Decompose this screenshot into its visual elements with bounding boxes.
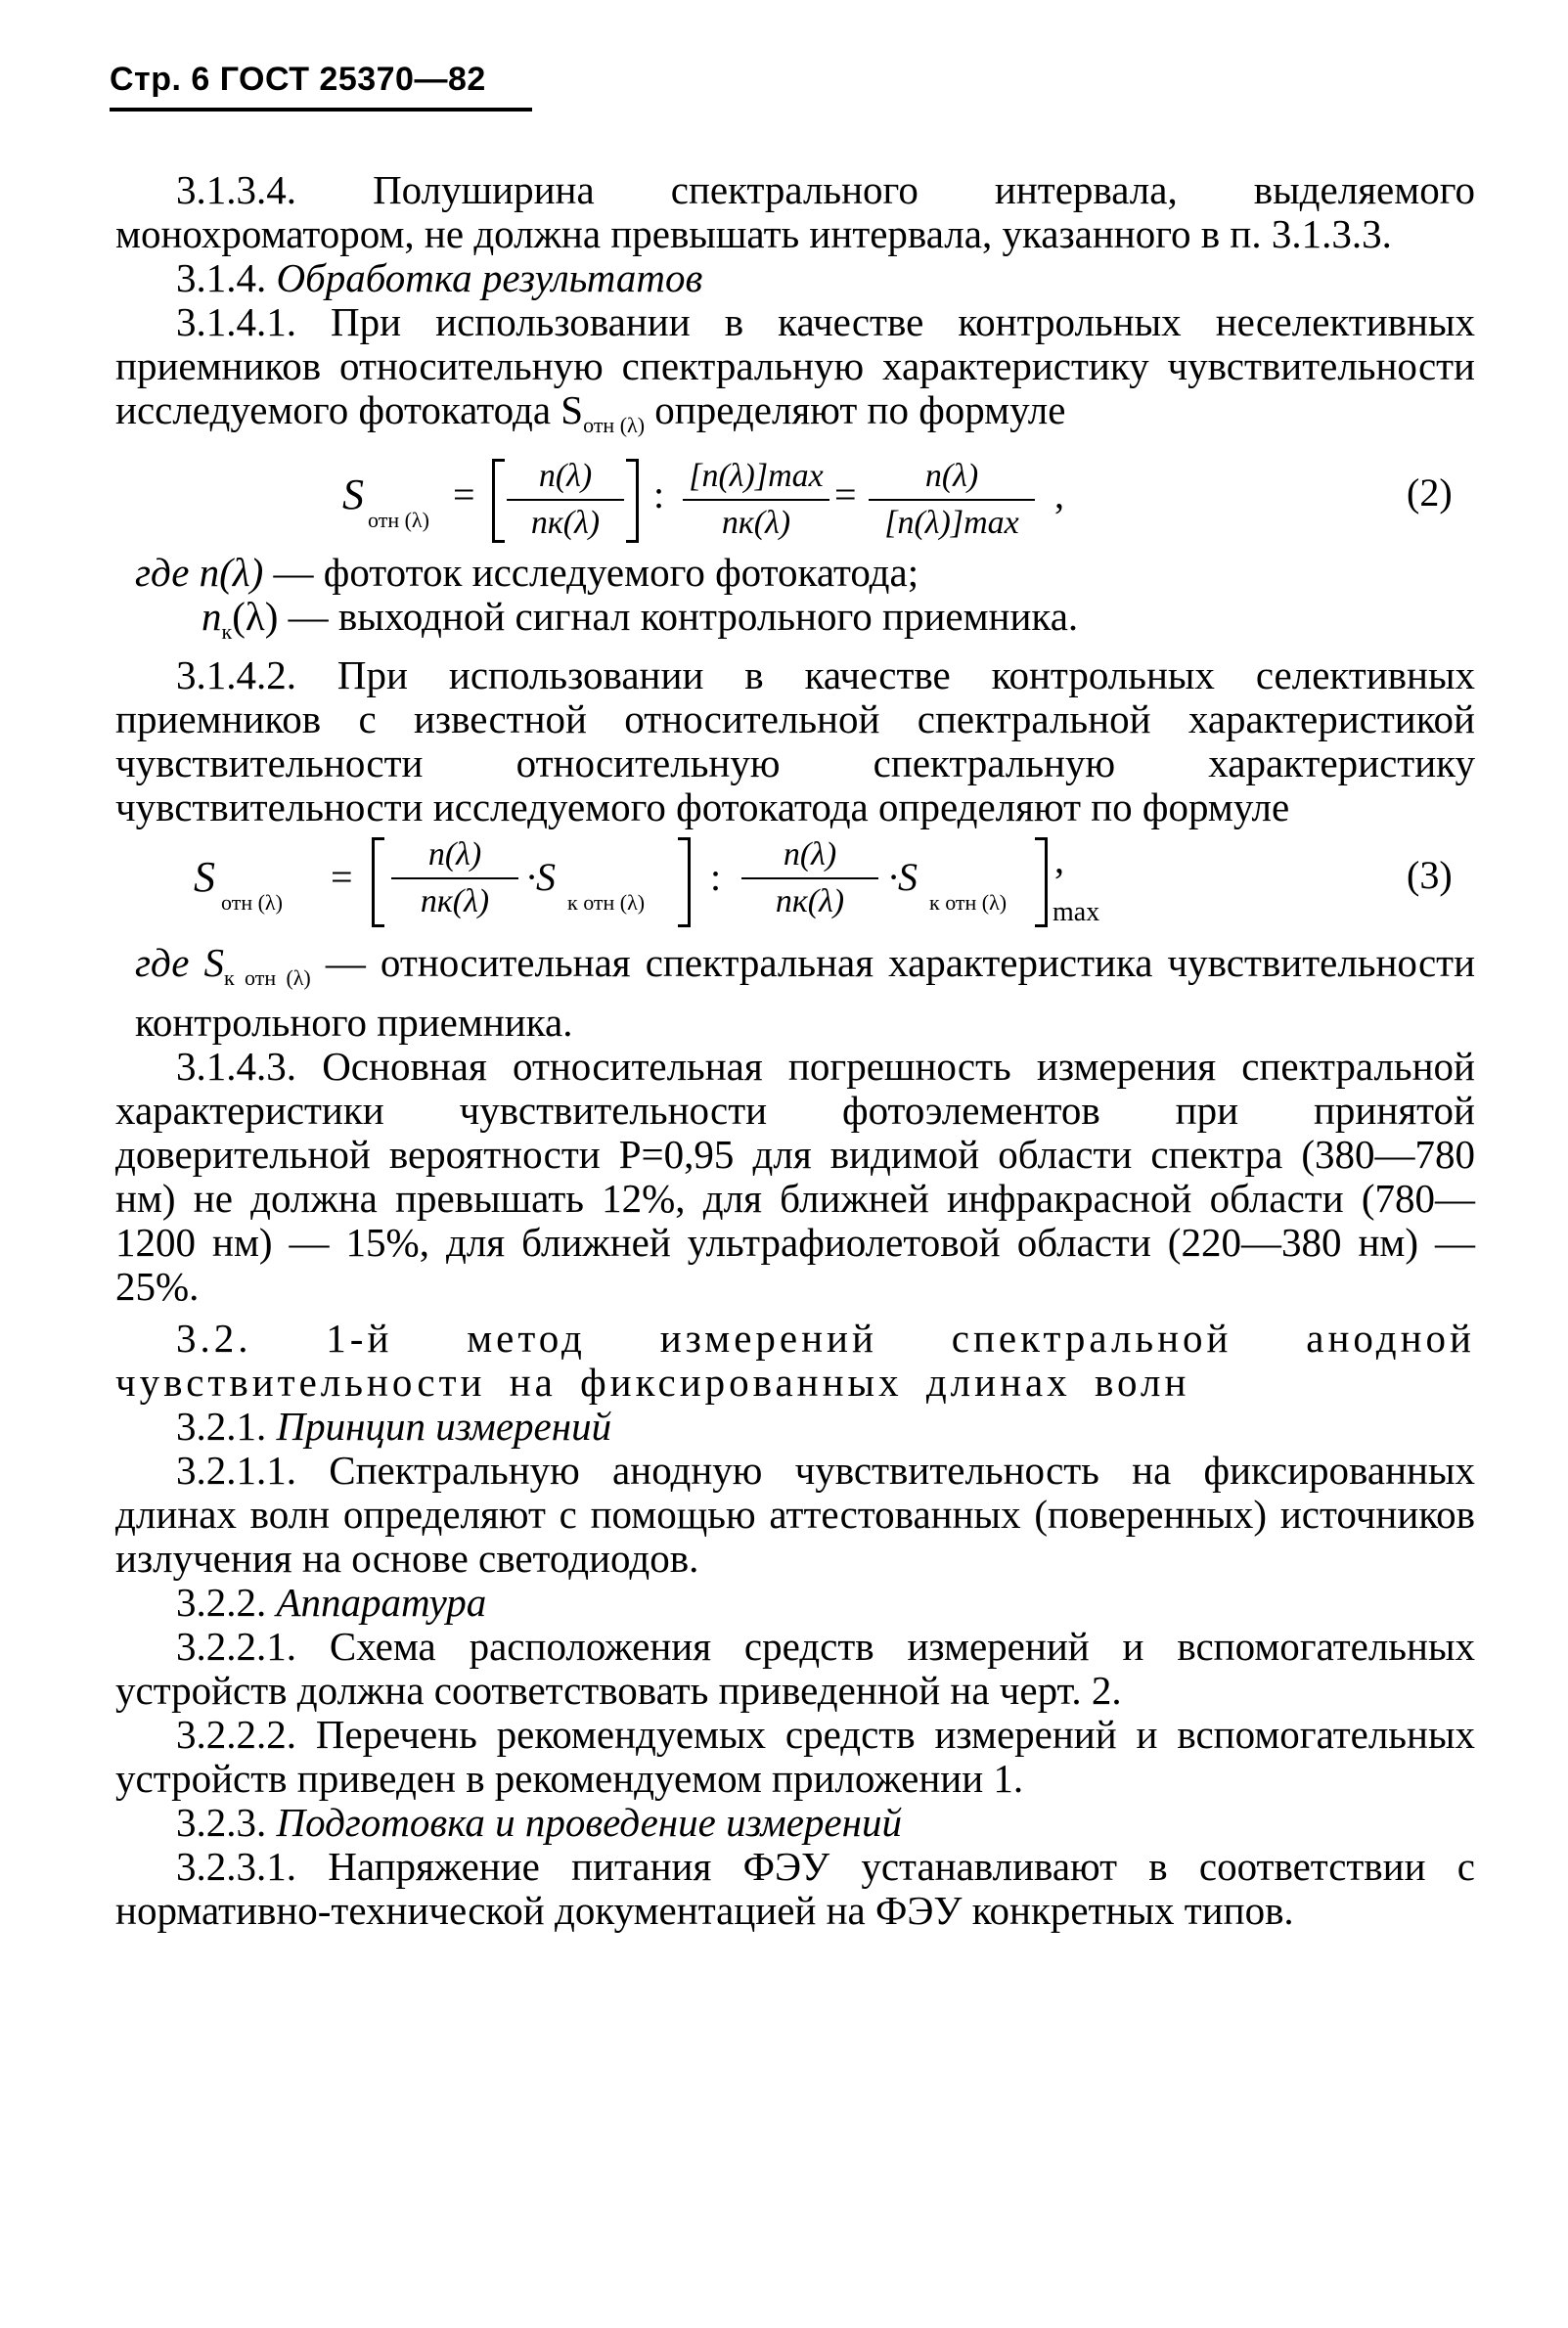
formula-comma: , — [1054, 837, 1064, 882]
formula-3 — [115, 833, 1475, 935]
heading-title: Подготовка и проведение измерений — [276, 1799, 902, 1845]
fraction-bar — [391, 877, 518, 879]
document-body — [115, 168, 1475, 1933]
formula-multiplier-2-subscript: к отн (λ) — [929, 890, 1008, 916]
fraction-2 — [741, 835, 878, 921]
left-bracket — [372, 837, 384, 927]
formula-number: (2) — [1407, 470, 1453, 515]
formula-comma: , — [1054, 472, 1064, 517]
heading-title: Аппаратура — [276, 1579, 487, 1625]
fraction-1 — [391, 835, 518, 921]
formula-2 — [115, 451, 1475, 545]
paragraph-3-1-3-4: 3.1.3.4. Полуширина спектрального интервала, выделяемого монохроматором, не должна превышать интервала, указанного в п. 3.1.3.3. — [115, 167, 1475, 256]
formula-max: max — [1053, 897, 1100, 928]
numerator: [n(λ)]max — [689, 458, 824, 495]
paragraph-text: 3.1.4.1. При использовании в качестве контрольных неселективных приемников относительную спектральную характеристику чувствительности исследуемого фотокатода S — [115, 299, 1475, 432]
paragraph-3-2-2-1: 3.2.2.1. Схема расположения средств измерений и вспомогательных устройств должна соответствовать приведенной на черт. 2. — [115, 1623, 1475, 1713]
heading-3-2-1 — [115, 1405, 1475, 1449]
fraction-3 — [869, 457, 1035, 543]
heading-title: Обработка результатов — [276, 255, 703, 300]
right-bracket — [678, 837, 691, 927]
heading-number: 3.2.3. — [176, 1799, 277, 1845]
paragraph-3-2-1-1: 3.2.1.1. Спектральную анодную чувствительность на фиксированных длинах волн определяют с помощью аттестованных (поверенных) источников излучения на основе светодиодов. — [115, 1447, 1475, 1581]
right-bracket — [626, 459, 639, 543]
where-line-1 — [115, 551, 1475, 595]
formula-multiplier-1-subscript: к отн (λ) — [567, 890, 646, 916]
where-symbol: n — [202, 594, 222, 640]
paragraph-subscript: отн (λ) — [583, 413, 646, 438]
formula-equals: = — [453, 472, 475, 517]
paragraph-3-1-4-1 — [115, 300, 1475, 447]
formula-equals-2: = — [834, 472, 857, 517]
where-subscript: к отн (λ) — [224, 965, 311, 991]
heading-number: 3.2.2. — [176, 1579, 277, 1625]
heading-3-2-3 — [115, 1801, 1475, 1845]
formula-colon: : — [710, 855, 722, 900]
fraction-bar — [741, 877, 878, 879]
formula-colon: : — [653, 472, 665, 517]
paragraph-3-1-4-2: 3.1.4.2. При использовании в качестве контрольных селективных приемников с известной относительной спектральной характеристикой чувствительности относительную спектральную характеристику чувствительности исследуемого фотокатода определяют по формуле — [115, 652, 1475, 830]
denominator: nк(λ) — [530, 505, 601, 542]
paragraph-3-2-3-1: 3.2.3.1. Напряжение питания ФЭУ устанавливают в соответствии с нормативно-технической документацией на ФЭУ конкретных типов. — [115, 1843, 1475, 1933]
denominator: [n(λ)]max — [884, 505, 1019, 542]
heading-3-2-2 — [115, 1581, 1475, 1625]
formula-lhs: S — [194, 853, 215, 902]
formula-lhs-subscript: отн (λ) — [368, 508, 429, 533]
fraction-2 — [683, 457, 829, 543]
formula-lhs: S — [342, 470, 364, 519]
formula-lhs-subscript: отн (λ) — [221, 890, 283, 916]
formula-multiplier-1: ·S — [526, 855, 556, 900]
fraction-bar — [507, 499, 624, 501]
where-subscript: к — [221, 619, 233, 645]
heading-3-1-4 — [115, 256, 1475, 300]
formula-equals: = — [331, 855, 353, 900]
fraction-1 — [507, 457, 624, 543]
left-bracket — [492, 459, 505, 543]
fraction-bar — [683, 499, 829, 501]
numerator: n(λ) — [427, 836, 482, 873]
denominator: nк(λ) — [721, 505, 791, 542]
heading-number: 3.1.4. — [176, 255, 277, 300]
page-header: Стр. 6 ГОСТ 25370—82 — [110, 61, 486, 98]
where-text: — относительная спектральная характеристика чувствительности контрольного приемника. — [135, 940, 1476, 1045]
fraction-bar — [869, 499, 1035, 501]
where-text: (λ) — выходной сигнал контрольного приемника. — [232, 594, 1079, 640]
formula-number: (3) — [1407, 853, 1453, 898]
heading-title: Принцип измерений — [276, 1403, 612, 1449]
denominator: nк(λ) — [420, 883, 490, 920]
denominator: nк(λ) — [775, 883, 845, 920]
outer-right-bracket — [1035, 837, 1048, 927]
paragraph-3-2-2-2: 3.2.2.2. Перечень рекомендуемых средств измерений и вспомогательных устройств приведен в рекомендуемом приложении 1. — [115, 1711, 1475, 1801]
numerator: n(λ) — [538, 458, 593, 495]
where-line-3 — [115, 941, 1475, 1044]
where-line-2 — [115, 595, 1475, 653]
header-rule — [110, 108, 532, 112]
where-symbol: где n(λ) — [135, 550, 264, 596]
heading-number: 3.2.1. — [176, 1403, 277, 1449]
heading-3-2: 3.2. 1-й метод измерений спектральной анодной чувствительности на фиксированных длинах волн — [115, 1315, 1475, 1405]
formula-multiplier-2: ·S — [888, 855, 918, 900]
numerator: n(λ) — [924, 458, 979, 495]
where-symbol: где S — [135, 940, 225, 986]
paragraph-text-end: определяют по формуле — [645, 387, 1066, 432]
where-text: — фототок исследуемого фотокатода; — [263, 550, 919, 596]
numerator: n(λ) — [783, 836, 837, 873]
paragraph-3-1-4-3: 3.1.4.3. Основная относительная погрешность измерения спектральной характеристики чувствительности фотоэлементов при принятой доверительной вероятности P=0,95 для видимой области спектра (380—780 нм) не должна превышать 12%, для ближней инфракрасной области (780—1200 нм) — 15%, для ближней ультрафиолетовой области (220—380 нм) — 25%. — [115, 1043, 1475, 1309]
